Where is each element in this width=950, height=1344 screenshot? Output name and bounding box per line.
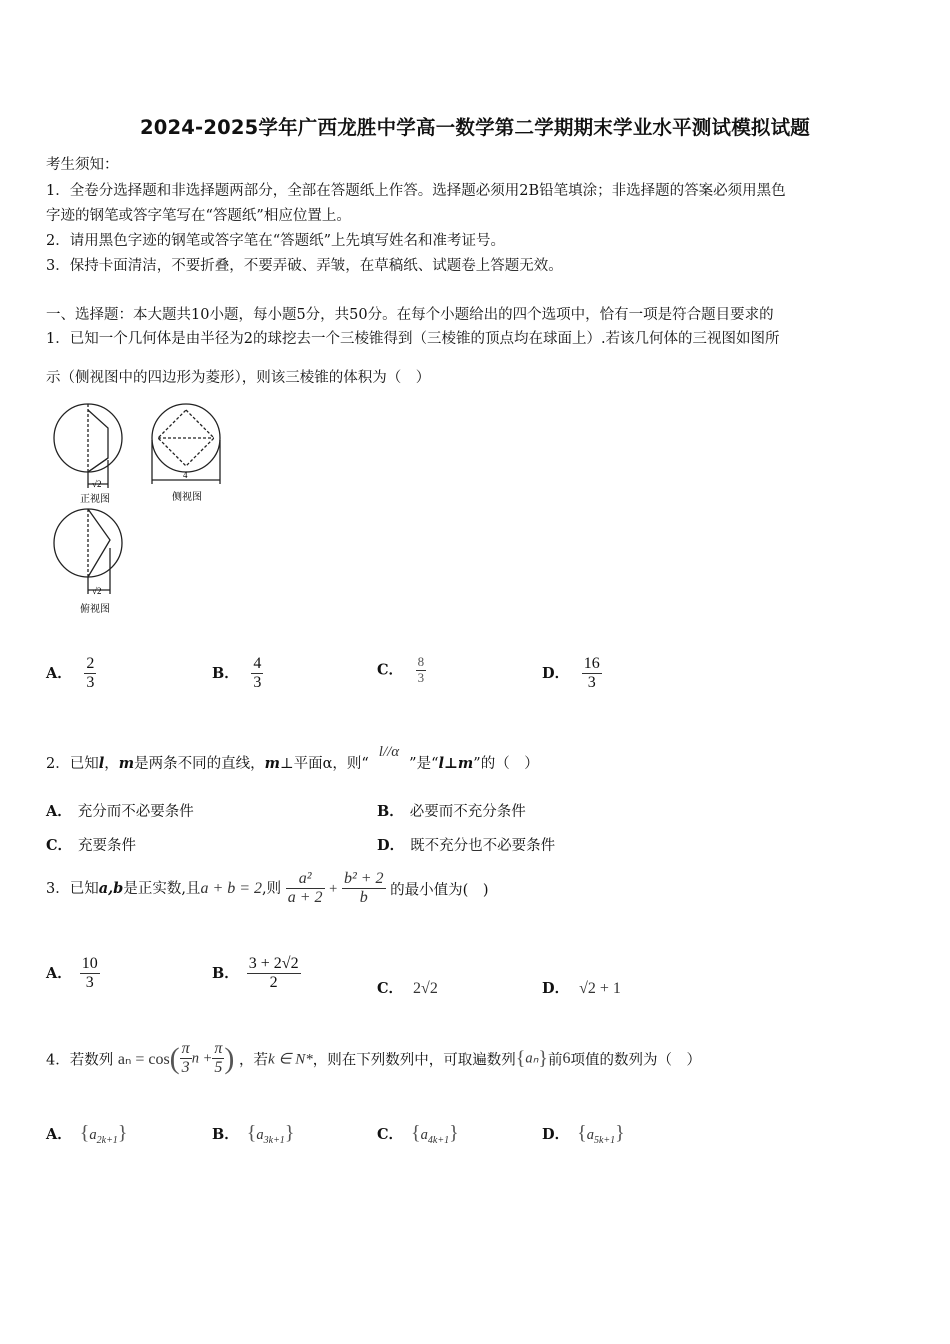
option-text: 既不充分也不必要条件 bbox=[410, 838, 556, 854]
q2-option-c[interactable] bbox=[46, 834, 136, 855]
numerator: 16 bbox=[583, 655, 600, 672]
top-view-label: 俯视图 bbox=[80, 604, 110, 615]
side-four: 4 bbox=[183, 470, 188, 480]
option-letter: B． bbox=[212, 1126, 239, 1143]
pi-num-2: π bbox=[214, 1040, 223, 1057]
top-view bbox=[54, 509, 122, 594]
q1-option-a[interactable] bbox=[46, 655, 96, 693]
q3-option-c[interactable] bbox=[377, 977, 438, 998]
pi-den: 3 bbox=[180, 1058, 192, 1077]
q2-stem bbox=[46, 744, 539, 773]
q4-post2: 前 bbox=[547, 1052, 563, 1069]
q2-post1: ”是“ bbox=[409, 756, 439, 772]
q3-option-a[interactable] bbox=[46, 955, 100, 993]
brace-close: } bbox=[284, 1122, 295, 1144]
q4-six: 6 bbox=[562, 1049, 571, 1067]
var-m: m bbox=[118, 755, 135, 772]
q4-option-a[interactable]: A． $\{a_{2k+1}\}$ bbox=[46, 1122, 128, 1146]
notice-heading: 考生须知： bbox=[46, 157, 119, 173]
q3-post: 的最小值为( ) bbox=[390, 882, 489, 899]
q3-then: ,则 bbox=[262, 880, 282, 897]
q2-pre: 2．已知 bbox=[46, 756, 99, 772]
q2-option-b[interactable] bbox=[377, 800, 526, 821]
option-letter: D． bbox=[542, 980, 570, 997]
option-text: 充要条件 bbox=[78, 838, 137, 854]
q1-stem-line2: 示（侧视图中的四边形为菱形），则该三棱锥的体积为（ ） bbox=[46, 370, 431, 386]
paren-close: ) bbox=[224, 1041, 235, 1075]
var-l: l bbox=[98, 755, 105, 772]
side-view-label: 侧视图 bbox=[172, 492, 202, 503]
option-expr: √2 + 1 bbox=[579, 980, 621, 997]
option-sub: 4k+1 bbox=[427, 1134, 450, 1146]
numerator: 3 + 2√2 bbox=[248, 955, 299, 972]
top-sqrt2: √2 bbox=[92, 586, 102, 596]
q4-stem bbox=[46, 1040, 701, 1078]
frac2-den: b bbox=[342, 888, 386, 907]
q4-post3: 项值的数列为（ ） bbox=[570, 1052, 701, 1069]
q4-pre: 4．若数列 bbox=[46, 1052, 114, 1069]
brace-open: { bbox=[79, 1122, 90, 1144]
numerator: 2 bbox=[86, 655, 95, 672]
notice-item-1-cont: 字迹的钢笔或答字笔写在“答题纸”相应位置上。 bbox=[46, 208, 351, 224]
var-ab: a,b bbox=[98, 879, 124, 897]
notice-item-2: 2．请用黑色字迹的钢笔或答字笔在“答题纸”上先填写姓名和准考证号。 bbox=[46, 233, 506, 249]
q2-option-d[interactable] bbox=[377, 834, 555, 855]
q1-option-b[interactable] bbox=[212, 655, 263, 693]
q4-seq: aₙ bbox=[525, 1050, 539, 1067]
option-letter: D． bbox=[542, 664, 570, 682]
q4-an: aₙ = cos bbox=[117, 1050, 170, 1068]
q2-comma: ， bbox=[104, 756, 119, 772]
front-sqrt2: √2 bbox=[92, 479, 102, 489]
q4-mid: ，若 bbox=[238, 1052, 268, 1069]
paren-open: ( bbox=[169, 1041, 180, 1075]
option-letter: C． bbox=[377, 980, 404, 997]
numerator: 10 bbox=[81, 955, 98, 972]
q4-option-d[interactable]: D． $\{a_{5k+1}\}$ bbox=[542, 1122, 625, 1146]
numerator: 4 bbox=[253, 655, 262, 672]
q1-stem-line1: 1．已知一个几何体是由半径为2的球挖去一个三棱锥得到（三棱锥的顶点均在球面上）.若该几何体的三视图如图所 bbox=[46, 331, 780, 347]
option-letter: B． bbox=[212, 964, 239, 982]
q3-cond: a + b = 2 bbox=[200, 879, 263, 897]
denominator: 3 bbox=[582, 673, 602, 692]
option-letter: A． bbox=[46, 664, 72, 682]
option-text: 充分而不必要条件 bbox=[77, 804, 194, 820]
q2-cond: l⊥m bbox=[438, 755, 474, 772]
frac1-den: a + 2 bbox=[287, 889, 323, 907]
option-sub: 5k+1 bbox=[593, 1134, 616, 1146]
option-expr: 2√2 bbox=[413, 980, 438, 997]
brace-open: { bbox=[577, 1122, 587, 1144]
option-letter: A． bbox=[46, 964, 72, 982]
page-title: 2024-2025学年广西龙胜中学高一数学第二学期期末学业水平测试模拟试题 bbox=[139, 116, 811, 139]
q4-post1: ，则在下列数列中，可取遍数列 bbox=[312, 1052, 516, 1069]
q3-option-d[interactable] bbox=[542, 977, 621, 998]
option-text: 必要而不充分条件 bbox=[409, 804, 526, 820]
q4-option-c[interactable]: C． $\{a_{4k+1}\}$ bbox=[377, 1122, 459, 1146]
q2-option-a[interactable] bbox=[46, 800, 194, 821]
var-m2: m bbox=[264, 755, 280, 772]
q4-kset: k ∈ N* bbox=[267, 1051, 313, 1068]
q1-option-c[interactable] bbox=[377, 655, 426, 686]
q4-nvar: n + bbox=[191, 1050, 213, 1067]
denominator: 3 bbox=[417, 669, 425, 685]
option-letter: A． bbox=[46, 803, 72, 820]
denominator: 3 bbox=[253, 674, 262, 692]
q4-option-b[interactable]: B． $\{a_{3k+1}\}$ bbox=[212, 1122, 295, 1146]
option-letter: C． bbox=[46, 837, 73, 854]
frac1-num: a² bbox=[298, 870, 312, 887]
denominator: 3 bbox=[80, 973, 100, 992]
section-heading: 一、选择题：本大题共10小题，每小题5分，共50分。在每个小题给出的四个选项中，恰有一项是符合题目要求的 bbox=[46, 307, 774, 323]
brace-close: } bbox=[449, 1122, 459, 1144]
brace-close: } bbox=[615, 1122, 625, 1144]
notice-item-1: 1．全卷分选择题和非选择题两部分，全部在答题纸上作答。选择题必须用2B铅笔填涂；非选择题的答案必须用黑色 bbox=[46, 183, 786, 199]
brace-open: { bbox=[246, 1122, 257, 1144]
option-letter: C． bbox=[377, 1126, 404, 1143]
q2-mid: 是两条不同的直线， bbox=[134, 756, 265, 772]
denominator: 2 bbox=[247, 973, 301, 992]
brace-open: { bbox=[411, 1122, 421, 1144]
numerator: 8 bbox=[417, 654, 425, 669]
option-letter: D． bbox=[377, 837, 405, 854]
q2-formula: l//α bbox=[378, 744, 400, 760]
denominator: 3 bbox=[86, 674, 95, 692]
option-letter: B． bbox=[377, 803, 404, 820]
q3-mid: 是正实数,且 bbox=[123, 880, 201, 897]
option-letter: B． bbox=[212, 664, 239, 682]
front-view-label: 正视图 bbox=[80, 494, 110, 505]
q3-option-b[interactable] bbox=[212, 955, 301, 993]
option-letter: D． bbox=[542, 1126, 570, 1143]
plus-sign: + bbox=[329, 880, 338, 897]
q1-option-d[interactable] bbox=[542, 655, 602, 693]
brace-close: } bbox=[117, 1122, 128, 1144]
option-letter: C． bbox=[377, 661, 404, 679]
three-view-figure bbox=[46, 398, 246, 624]
notice-item-3: 3．保持卡面清洁，不要折叠，不要弄破、弄皱，在草稿纸、试题卷上答题无效。 bbox=[46, 258, 563, 274]
front-view bbox=[54, 404, 122, 488]
q2-perp: ⊥平面α，则“ bbox=[279, 756, 369, 772]
brace-open: { bbox=[515, 1047, 526, 1070]
option-sub: 2k+1 bbox=[96, 1134, 118, 1146]
brace-close: } bbox=[538, 1047, 548, 1070]
option-sub: 3k+1 bbox=[263, 1134, 285, 1146]
q2-post2: ”的（ ） bbox=[473, 756, 539, 772]
pi-den-2: 5 bbox=[212, 1058, 224, 1077]
option-letter: A． bbox=[46, 1126, 72, 1143]
frac2-num: b² + 2 bbox=[343, 870, 384, 887]
q3-pre: 3．已知 bbox=[46, 880, 99, 897]
pi-num: π bbox=[181, 1040, 190, 1057]
q3-stem bbox=[46, 870, 488, 908]
